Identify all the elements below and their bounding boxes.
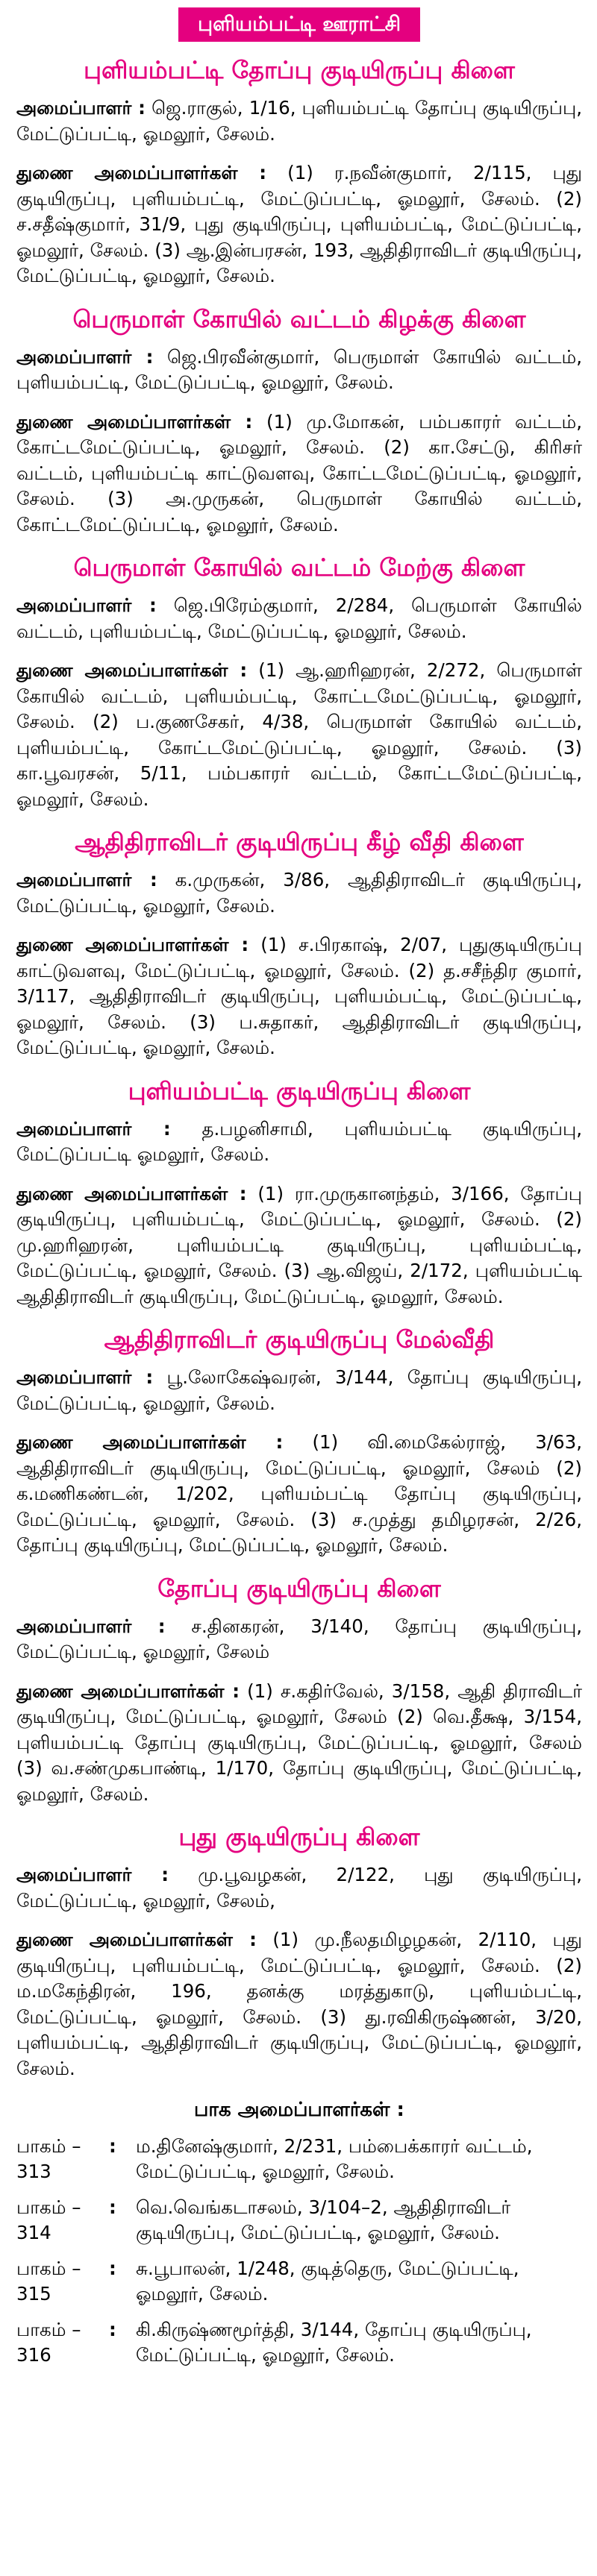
section-title: தோப்பு குடியிருப்பு கிளை — [157, 1574, 441, 1603]
member-details: ஜெ.பிரவீன்குமார், பெருமாள் கோயில் வட்டம், புளியம்பட்டி, மேட்டுப்பட்டி, ஓமலூர், சேலம். — [16, 345, 582, 393]
booth-number: பாகம் – 315 — [16, 2258, 81, 2305]
deputy-organizers-entry — [16, 409, 582, 538]
booth-heading: பாக அமைப்பாளர்கள் : — [194, 2099, 404, 2121]
member-details: பூ.லோகேஷ்வரன், 3/144, தோப்பு குடியிருப்பு, மேட்டுப்பட்டி, ஓமலூர், சேலம். — [16, 1366, 582, 1414]
member-details: க.முருகன், 3/86, ஆதிதிராவிடர் குடியிருப்பு, மேட்டுப்பட்டி, ஓமலூர், சேலம். — [16, 869, 582, 917]
booth-list — [16, 2134, 582, 2368]
section-title: ஆதிதிராவிடர் குடியிருப்பு மேல்வீதி — [104, 1325, 495, 1354]
member-details: த.பழனிசாமி, புளியம்பட்டி குடியிருப்பு, மேட்டுப்பட்டி ஓமலூர், சேலம். — [16, 1117, 582, 1165]
booth-organizer: கி.கிருஷ்ணமூர்த்தி, 3/144, தோப்பு குடியிருப்பு, மேட்டுப்பட்டி, ஓமலூர், சேலம். — [136, 2319, 532, 2366]
member-details: (1) ஆ.ஹரிஹரன், 2/272, பெருமாள் கோயில் வட்டம், புளியம்பட்டி, கோட்டமேட்டுப்பட்டி, ஓமலூர், சேலம். (2) ப.குணசேகர், 4/38, பெருமாள் கோயில் வட்டம், புளியம்பட்டி, கோட்டமேட்டுப்பட்டி, ஓமலூர், சேலம். (3) கா.பூவரசன், 5/11, பம்பகாரர் வட்டம், கோட்டமேட்டுப்பட்டி, ஓமலூர், சேலம். — [16, 659, 582, 810]
member-details: ஜெ.ராகுல், 1/16, புளியம்பட்டி தோப்பு குடியிருப்பு, மேட்டுப்பட்டி, ஓமலூர், சேலம். — [16, 97, 583, 145]
booth-number: பாகம் – 313 — [16, 2135, 81, 2182]
role-label: துணை அமைப்பாளர்கள் : — [16, 659, 248, 681]
booth-separator: : — [109, 2319, 116, 2340]
page-header — [16, 7, 582, 42]
booth-number: பாகம் – 314 — [16, 2196, 81, 2243]
member-details: ஜெ.பிரேம்குமார், 2/284, பெருமாள் கோயில் வட்டம், புளியம்பட்டி, மேட்டுப்பட்டி, ஓமலூர், சேலம். — [16, 594, 583, 642]
deputy-organizers-entry — [16, 160, 582, 289]
member-details: (1) மு.மோகன், பம்பகாரர் வட்டம், கோட்டமேட்டுப்பட்டி, ஓமலூர், சேலம். (2) கா.சேட்டு, கிரிசர் வட்டம், புளியம்பட்டி காட்டுவளவு, கோட்டமேட்டுப்பட்டி, ஓமலூர், சேலம். (3) அ.முருகன், பெருமாள் கோயில் வட்டம், கோட்டமேட்டுப்பட்டி, ஓமலூர், சேலம். — [16, 410, 583, 535]
sections-container — [16, 54, 582, 2082]
role-label: அமைப்பாளர் : — [16, 1615, 166, 1637]
organizer-entry — [16, 1116, 582, 1168]
organizer-entry — [16, 95, 582, 147]
branch-section — [16, 1323, 582, 1559]
booth-number: பாகம் – 316 — [16, 2319, 81, 2366]
branch-section — [16, 1572, 582, 1808]
role-label: துணை அமைப்பாளர்கள் : — [16, 1431, 284, 1453]
branch-section — [16, 54, 582, 289]
member-details: (1) ர.நவீன்குமார், 2/115, புது குடியிருப்பு, புளியம்பட்டி, மேட்டுப்பட்டி, ஓமலூர், சேலம். (2) ச.சதீஷ்குமார், 31/9, புது குடியிருப்பு, புளியம்பட்டி, மேட்டுப்பட்டி, ஓமலூர், சேலம். (3) ஆ.இன்பரசன், 193, ஆதிதிராவிடர் குடியிருப்பு, மேட்டுப்பட்டி, ஓமலூர், சேலம். — [16, 162, 583, 286]
booth-row — [16, 2317, 582, 2368]
role-label: அமைப்பாளர் : — [16, 1366, 154, 1388]
section-title: புளியம்பட்டி குடியிருப்பு கிளை — [128, 1076, 471, 1105]
member-details: மு.பூவழகன், 2/122, புது குடியிருப்பு, மேட்டுப்பட்டி, ஓமலூர், சேலம், — [16, 1864, 582, 1911]
deputy-organizers-entry — [16, 1679, 582, 1808]
booth-separator: : — [109, 2258, 116, 2279]
member-details: (1) ச.பிரகாஷ், 2/07, புதுகுடியிருப்பு காட்டுவளவு, மேட்டுப்பட்டி, ஓமலூர், சேலம். (2) த.சசீந்திர குமார், 3/117, ஆதிதிராவிடர் குடியிருப்பு, புளியம்பட்டி, மேட்டுப்பட்டி, ஓமலூர், சேலம். (3) ப.சுதாகர், ஆதிதிராவிடர் குடியிருப்பு, மேட்டுப்பட்டி, ஓமலூர், சேலம். — [16, 934, 582, 1058]
role-label: அமைப்பாளர் : — [16, 97, 146, 119]
member-details: (1) ரா.முருகானந்தம், 3/166, தோப்பு குடியிருப்பு, புளியம்பட்டி, மேட்டுப்பட்டி, ஓமலூர், சேலம். (2) மு.ஹரிஹரன், புளியம்பட்டி குடியிருப்பு, புளியம்பட்டி, மேட்டுப்பட்டி, ஓமலூர், சேலம். (3) ஆ.விஜய், 2/172, புளியம்பட்டி ஆதிதிராவிடர் குடியிருப்பு, மேட்டுப்பட்டி, ஓமலூர், சேலம். — [16, 1182, 582, 1307]
section-title: பெருமாள் கோயில் வட்டம் மேற்கு கிளை — [73, 553, 525, 582]
role-label: துணை அமைப்பாளர்கள் : — [16, 162, 267, 183]
role-label: துணை அமைப்பாளர்கள் : — [16, 1182, 247, 1204]
booth-organizer: சு.பூபாலன், 1/248, குடித்தெரு, மேட்டுப்பட்டி, ஓமலூர், சேலம். — [136, 2258, 519, 2305]
organizer-entry — [16, 867, 582, 919]
deputy-organizers-entry — [16, 1927, 582, 2082]
branch-section — [16, 1075, 582, 1310]
role-label: அமைப்பாளர் : — [16, 594, 157, 616]
branch-section — [16, 303, 582, 538]
deputy-organizers-entry — [16, 658, 582, 812]
role-label: அமைப்பாளர் : — [16, 1117, 171, 1140]
member-details: (1) ச.கதிர்வேல், 3/158, ஆதி திராவிடர் குடியிருப்பு, மேட்டுப்பட்டி, ஓமலூர், சேலம் (2) வெ.தீக்ஷ, 3/154, புளியம்பட்டி தோப்பு குடியிருப்பு, மேட்டுப்பட்டி, ஓமலூர், சேலம் (3) வ.சண்முகபாண்டி, 1/170, தோப்பு குடியிருப்பு, மேட்டுப்பட்டி, ஓமலூர், சேலம். — [16, 1680, 582, 1805]
booth-separator: : — [109, 2196, 116, 2218]
booth-row — [16, 2134, 582, 2184]
page-title: புளியம்பட்டி ஊராட்சி — [178, 7, 420, 42]
section-title: பெருமாள் கோயில் வட்டம் கிழக்கு கிளை — [72, 304, 526, 333]
organizer-entry — [16, 1862, 582, 1914]
section-title: ஆதிதிராவிடர் குடியிருப்பு கீழ் வீதி கிளை — [75, 828, 524, 856]
deputy-organizers-entry — [16, 932, 582, 1061]
branch-section — [16, 1821, 582, 2082]
organizer-entry — [16, 1365, 582, 1416]
organizer-entry — [16, 1614, 582, 1665]
role-label: அமைப்பாளர் : — [16, 345, 154, 368]
booth-row — [16, 2256, 582, 2307]
member-details: (1) மு.நீலதமிழழகன், 2/110, புது குடியிருப்பு, புளியம்பட்டி, மேட்டுப்பட்டி, ஓமலூர், சேலம். (2) ம.மகேந்திரன், 196, தனக்கு மரத்துகாடு, புளியம்பட்டி, மேட்டுப்பட்டி, ஓமலூர், சேலம். (3) து.ரவிகிருஷ்ணன், 3/20, புளியம்பட்டி, ஆதிதிராவிடர் குடியிருப்பு, மேட்டுப்பட்டி, ஓமலூர், சேலம். — [16, 1929, 582, 2079]
booth-separator: : — [109, 2135, 116, 2157]
role-label: துணை அமைப்பாளர்கள் : — [16, 1929, 257, 1950]
role-label: துணை அமைப்பாளர்கள் : — [16, 934, 249, 955]
booth-organizer: ம.தினேஷ்குமார், 2/231, பம்பைக்காரர் வட்டம், மேட்டுப்பட்டி, ஓமலூர், சேலம். — [136, 2135, 533, 2182]
role-label: துணை அமைப்பாளர்கள் : — [16, 410, 253, 433]
branch-section — [16, 826, 582, 1061]
role-label: அமைப்பாளர் : — [16, 869, 157, 890]
organizer-entry — [16, 593, 582, 644]
branch-section — [16, 551, 582, 812]
booth-row — [16, 2195, 582, 2246]
organizer-entry — [16, 345, 582, 396]
member-details: ச.தினகரன், 3/140, தோப்பு குடியிருப்பு, மேட்டுப்பட்டி, ஓமலூர், சேலம் — [16, 1615, 582, 1662]
member-details: (1) வி.மைகேல்ராஜ், 3/63, ஆதிதிராவிடர் குடியிருப்பு, மேட்டுப்பட்டி, ஓமலூர், சேலம் (2) க.மணிகண்டன், 1/202, புளியம்பட்டி தோப்பு குடியிருப்பு, மேட்டுப்பட்டி, ஓமலூர், சேலம். (3) ச.முத்து தமிழரசன், 2/26, தோப்பு குடியிருப்பு, மேட்டுப்பட்டி, ஓமலூர், சேலம். — [16, 1431, 583, 1556]
role-label: அமைப்பாளர் : — [16, 1864, 169, 1885]
booth-organizer: வெ.வெங்கடாசலம், 3/104–2, ஆதிதிராவிடர் குடியிருப்பு, மேட்டுப்பட்டி, ஓமலூர், சேலம். — [136, 2196, 511, 2243]
deputy-organizers-entry — [16, 1430, 582, 1559]
section-title: புது குடியிருப்பு கிளை — [178, 1823, 420, 1851]
role-label: துணை அமைப்பாளர்கள் : — [16, 1680, 240, 1702]
deputy-organizers-entry — [16, 1181, 582, 1310]
section-title: புளியம்பட்டி தோப்பு குடியிருப்பு கிளை — [84, 56, 515, 84]
